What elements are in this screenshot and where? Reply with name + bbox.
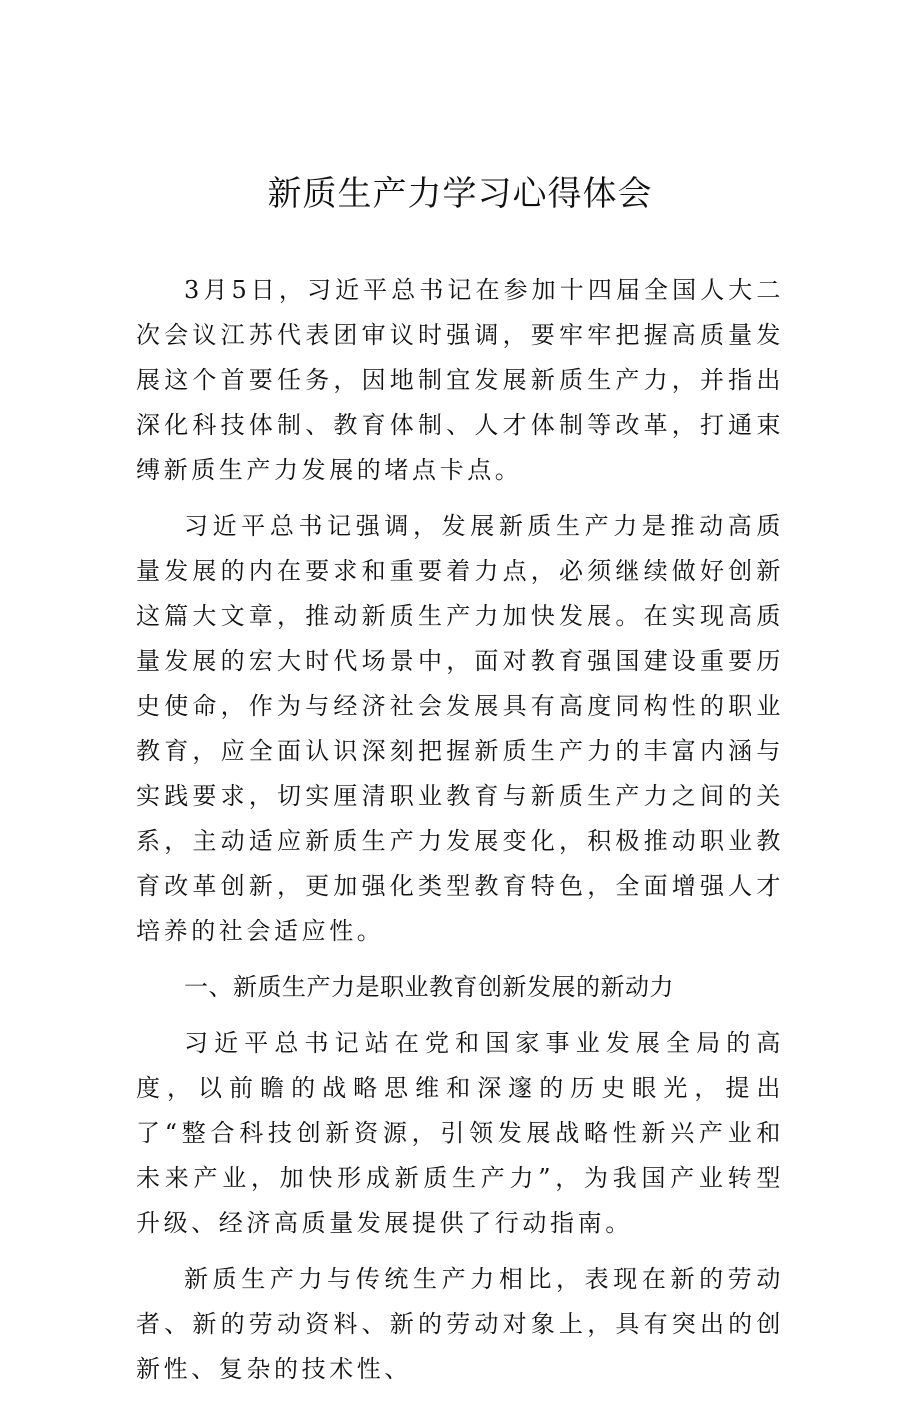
document-title: 新质生产力学习心得体会 (267, 174, 653, 214)
document-body (136, 268, 784, 1403)
paragraph-4: 新质生产力与传统生产力相比，表现在新的劳动者、新的劳动资料、新的劳动对象上，具有突出的创新性、复杂的技术性、 (136, 1265, 784, 1383)
section-heading-1: 一、新质生产力是职业教育创新发展的新动力 (184, 973, 674, 1001)
paragraph-1: 3月5日，习近平总书记在参加十四届全国人大二次会议江苏代表团审议时强调，要牢牢把握高质量发展这个首要任务，因地制宜发展新质生产力，并指出深化科技体制、教育体制、人才体制等改革，打通束缚新质生产力发展的堵点卡点。 (136, 276, 784, 484)
paragraph-3: 习近平总书记站在党和国家事业发展全局的高度，以前瞻的战略思维和深邃的历史眼光，提出了“整合科技创新资源，引领发展战略性新兴产业和未来产业，加快形成新质生产力”，为我国产业转型升级、经济高质量发展提供了行动指南。 (136, 1029, 784, 1237)
paragraph-2: 习近平总书记强调，发展新质生产力是推动高质量发展的内在要求和重要着力点，必须继续做好创新这篇大文章，推动新质生产力加快发展。在实现高质量发展的宏大时代场景中，面对教育强国建设重要历史使命，作为与经济社会发展具有高度同构性的职业教育，应全面认识深刻把握新质生产力的丰富内涵与实践要求，切实厘清职业教育与新质生产力之间的关系，主动适应新质生产力发展变化，积极推动职业教育改革创新，更加强化类型教育特色，全面增强人才培养的社会适应性。 (136, 512, 784, 945)
